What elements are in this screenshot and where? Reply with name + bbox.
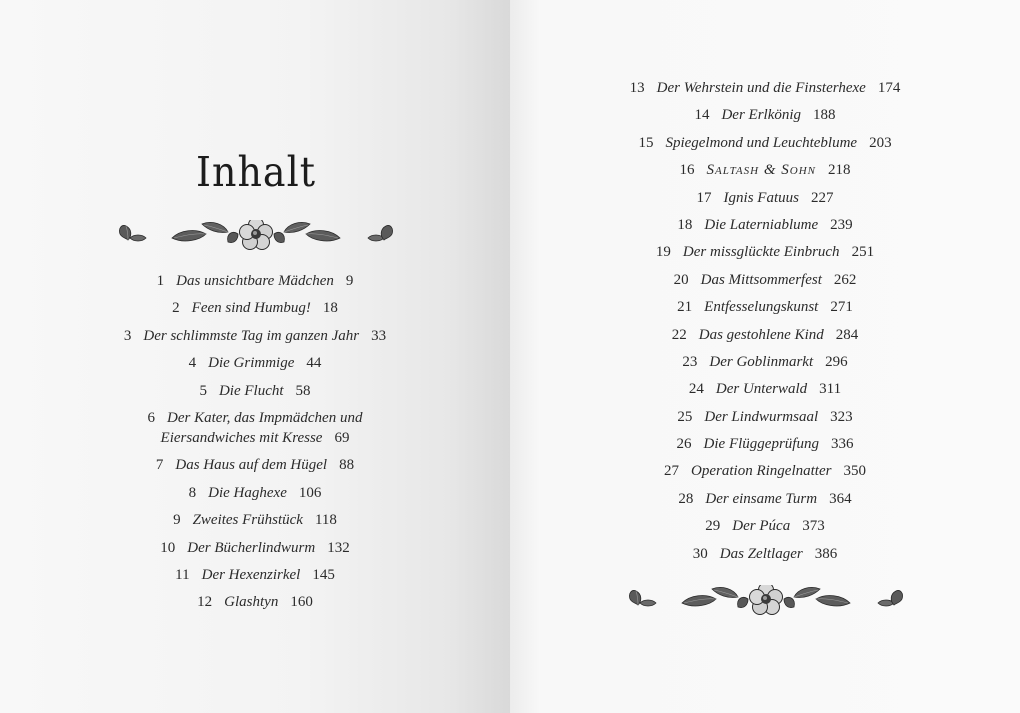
page-title: Inhalt (195, 148, 317, 196)
toc-entry[interactable]: 29 Der Púca 373 (705, 518, 825, 535)
floral-ornament-top (116, 220, 398, 250)
toc-entry[interactable]: 7 Das Haus auf dem Hügel 88 (155, 457, 355, 474)
flower-vine-icon (116, 220, 398, 250)
toc-entry[interactable]: 11 Der Hexenzirkel 145 (175, 566, 335, 583)
toc-entry[interactable]: 18 Die Laterniablume 239 (677, 216, 853, 233)
toc-entry[interactable]: 10 Der Bücherlindwurm 132 (160, 539, 350, 556)
toc-entry[interactable]: 28 Der einsame Turm 364 (678, 490, 852, 507)
toc-entry[interactable]: 1 Das unsichtbare Mädchen 9 (156, 273, 354, 289)
toc-list-left (0, 271, 510, 612)
toc-entry[interactable]: 16 Saltash & Sohn 218 (679, 162, 851, 179)
toc-entry[interactable]: 8 Die Haghexe 106 (188, 484, 322, 501)
toc-entry[interactable]: 9 Zweites Frühstück 118 (173, 512, 337, 529)
toc-entry[interactable]: 26 Die Flüggeprüfung 336 (676, 436, 854, 453)
toc-entry[interactable]: 19 Der missglückte Einbruch 251 (655, 244, 875, 261)
toc-entry[interactable]: 24 Der Unterwald 311 (688, 381, 842, 398)
right-page (510, 0, 1020, 713)
toc-entry[interactable]: 27 Operation Ringelnatter 350 (664, 463, 866, 480)
toc-entry[interactable]: 23 Der Goblinmarkt 296 (682, 353, 848, 370)
toc-entry[interactable]: 15 Spiegelmond und Leuchteblume 203 (638, 134, 892, 151)
toc-entry[interactable]: 30 Das Zeltlager 386 (692, 545, 838, 562)
toc-entry[interactable]: 13 Der Wehrstein und die Finsterhexe 174 (629, 80, 901, 96)
toc-list-right (510, 78, 1020, 564)
toc-entry[interactable]: 2 Feen sind Humbug! 18 (172, 300, 338, 317)
toc-entry[interactable]: 4 Die Grimmige 44 (188, 355, 322, 372)
toc-entry[interactable]: 21 Entfesselungskunst 271 (677, 299, 853, 316)
toc-entry[interactable]: 3 Der schlimmste Tag im ganzen Jahr 33 (123, 327, 387, 344)
toc-entry[interactable]: 25 Der Lindwurmsaal 323 (677, 408, 853, 425)
toc-entry[interactable]: 20 Das Mittsommerfest 262 (673, 271, 857, 288)
toc-entry[interactable]: 5 Die Flucht 58 (199, 382, 311, 399)
floral-ornament-bottom (626, 585, 908, 615)
toc-entry[interactable]: 14 Der Erlkönig 188 (694, 107, 836, 124)
toc-entry[interactable]: 6 Der Kater, das Impmädchen und Eiersandwiches mit Kresse 69 (147, 409, 363, 446)
toc-entry[interactable]: 12 Glashtyn 160 (197, 594, 313, 611)
toc-entry[interactable]: 17 Ignis Fatuus 227 (696, 189, 834, 206)
toc-entry[interactable]: 22 Das gestohlene Kind 284 (671, 326, 859, 343)
flower-vine-icon (626, 585, 908, 615)
